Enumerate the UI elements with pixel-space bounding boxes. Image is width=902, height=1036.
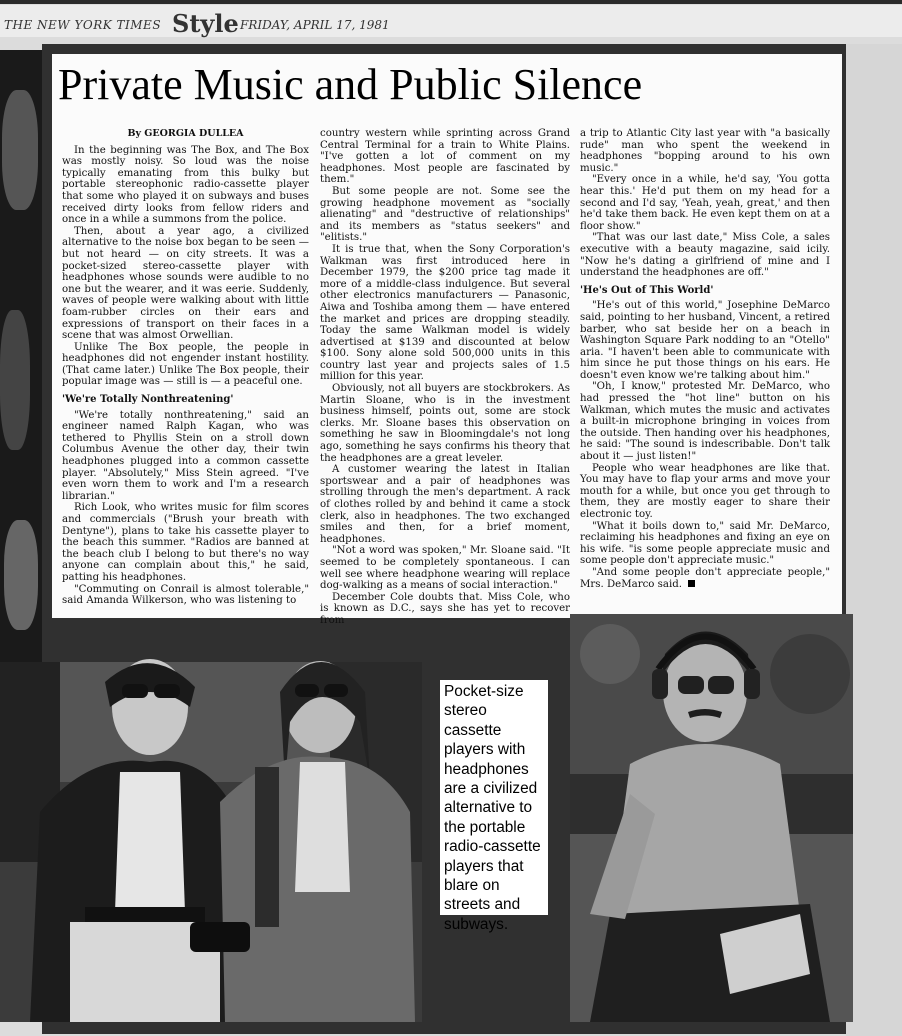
paragraph: "That was our last date," Miss Cole, a sales executive with a beauty magazine, said icily. "Now he's dating a girlfriend of mine and I understand the headphones are off." [580, 232, 830, 279]
paragraph: Unlike The Box people, the people in headphones did not engender instant hostility. (That came later.) Unlike The Box people, their popular image was — still is — a peaceful one. [62, 341, 309, 388]
paragraph: Rich Look, who writes music for film scores and commercials ("Brush your breath with Dentyne"), plans to take his cassette player to the beach this summer. "Radios are banned at the beach club I belong to but there's no way anyone can complain about this," he said, patting his headphones. [62, 502, 309, 583]
photo-man-illustration [570, 614, 853, 1022]
paragraph-text: "And some people don't appreciate people," Mrs. DeMarco said. [580, 566, 830, 590]
paragraph: December Cole doubts that. Miss Cole, who is known as D.C., says she has yet to recover from [320, 591, 570, 626]
paragraph: "Not a word was spoken," Mr. Sloane said. "It seemed to be completely spontaneous. I can well see where headphone wearing will replace dog-walking as a means of social interaction." [320, 545, 570, 592]
subhead: 'We're Totally Nonthreatening' [62, 394, 234, 406]
paragraph: "Every once in a while, he'd say, 'You gotta hear this.' He'd put them on my head for a second and I'd say, 'Yeah, yeah, great,' and then he'd take them back. He even kept them on at a floor show." [580, 174, 830, 232]
newspaper-name: THE NEW YORK TIMES [4, 18, 162, 32]
top-bar [0, 0, 902, 4]
paragraph: "Oh, I know," protested Mr. DeMarco, who had pressed the "hot line" button on his Walkman, which mutes the music and activates a built-in microphone bringing in voices from the outside. Then handing over his headphones, he said: "The sound is indescribable. Don't talk about it — just listen!" [580, 381, 830, 463]
adjacent-photo-strip [0, 50, 42, 662]
subhead: 'He's Out of This World' [580, 284, 714, 296]
issue-date: FRIDAY, APRIL 17, 1981 [240, 18, 390, 32]
section-name: Style [172, 9, 239, 38]
column-2 [320, 128, 570, 626]
column-1 [62, 128, 309, 608]
paragraph: But some people are not. Some see the growing headphone movement as "socially alienating" and "destructive of relationships" and its members as "status seekers" and "elitists." [320, 185, 570, 244]
paragraph: "What it boils down to," said Mr. DeMarco, reclaiming his headphones and fixing an eye on his wife. "is some people appreciate music and some people don't appreciate music." [580, 520, 830, 567]
paragraph: country western while sprinting across Grand Central Terminal for a train to White Plains. "I've gotten a lot of comment on my headphones. Most people are fascinated by them." [320, 128, 570, 186]
photo-couple-with-headphones [0, 662, 422, 1022]
byline: By GEORGIA DULLEA [127, 128, 244, 139]
paragraph: "Commuting on Conrail is almost tolerable," said Amanda Wilkerson, who was listening to [62, 583, 309, 607]
paragraph [580, 567, 830, 590]
paragraph: People who wear headphones are like that. You may have to flap your arms and move your mouth for a while, but once you get through to them, they are mostly eager to share their electronic toy. [580, 462, 830, 520]
masthead [0, 5, 902, 37]
paragraph: "He's out of this world," Josephine DeMarco said, pointing to her husband, Vincent, a retired barber, who sat beside her on a beach in Washington Square Park nodding to an "Otello" aria. "I haven't been able to communicate with him since he put those things on his ears. He doesn't even know we're talking about him." [580, 300, 830, 381]
paragraph: "We're totally nonthreatening," said an engineer named Ralph Kagan, who was tethered to Phyllis Stein on a stroll down Columbus Avenue the other day, their twin headphones plugged into a common cassette player. "Absolutely," Miss Stein agreed. "I've even worn them to work and I'm a research librarian." [62, 409, 309, 502]
photo-man-with-headphones [570, 614, 853, 1022]
paragraph: Then, about a year ago, a civilized alternative to the noise box began to be seen — but not heard — on city streets. It was a pocket-sized stereo-cassette player with headphones whose sounds were audible to no one but the wearer, and it was eerie. Suddenly, waves of people were walking about with little foam-rubber circles on their ears and expressions of transport on their faces in a scene that was almost Orwellian. [62, 225, 309, 342]
headline: Private Music and Public Silence [58, 60, 643, 109]
paragraph: In the beginning was The Box, and The Box was mostly noisy. So loud was the noise typically emanating from this bulky but portable stereophonic radio-cassette player that some who played it on subways and buses received dirty looks from fellow riders and once in a while a summons from the police. [62, 144, 309, 226]
paragraph: Obviously, not all buyers are stockbrokers. As Martin Sloane, who is in the investment business himself, points out, some are stock clerks. Mr. Sloane bases this observation on something he saw in Bloomingdale's not long ago, something he says confirms his theory that the headphones are a great leveler. [320, 383, 570, 464]
paragraph: A customer wearing the latest in Italian sportswear and a pair of headphones was strolling through the men's department. A rack of clothes rolled by and behind it came a stock clerk, also in headphones. The two exchanged smiles and then, for a brief moment, headphones. [320, 464, 570, 545]
right-margin [846, 44, 902, 1036]
end-mark-icon [688, 580, 695, 587]
column-3 [580, 128, 830, 608]
photo-caption: Pocket-size stereo cassette players with headphones are a civilized alternative to the portable radio-cassette players that blare on streets and subways. [444, 683, 541, 933]
photo-couple-illustration [0, 662, 422, 1022]
paragraph: It is true that, when the Sony Corporation's Walkman was first introduced here in December 1979, the $200 price tag made it more of a middle-class indulgence. But several other electronics manufacturers — Panasonic, Aiwa and Toshiba among them — have entered the market and prices are dropping steadily. Today the same Walkman model is widely advertised at $139 and discounted at below $100. Sony alone sold 500,000 units in this country last year and projects sales of 1.5 million for this year. [320, 243, 570, 383]
paragraph: a trip to Atlantic City last year with "a basically rude" man who spent the weekend in headphones "bopping around to his own music." [580, 128, 830, 174]
